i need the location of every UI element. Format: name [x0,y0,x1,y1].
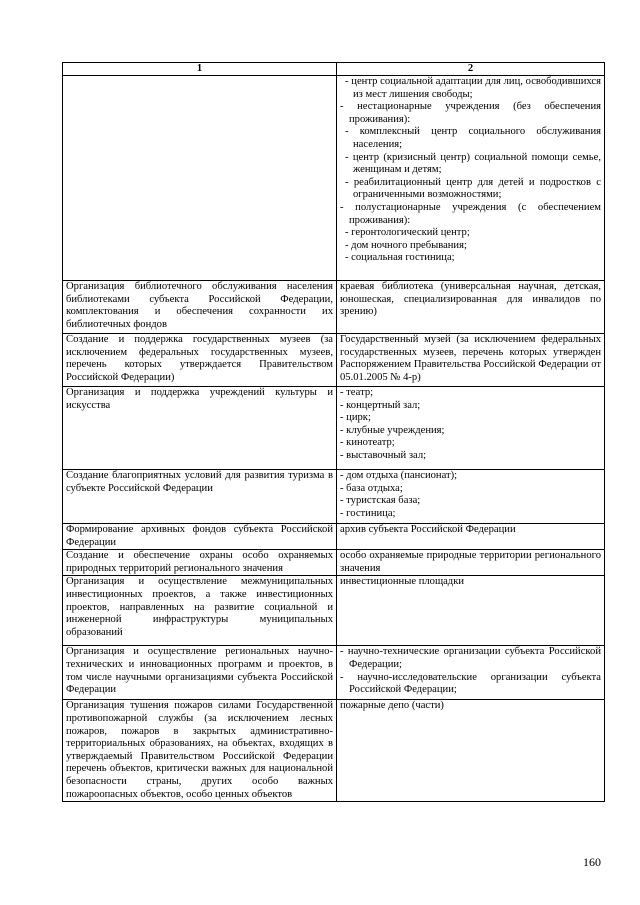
function-cell: Организация библиотечного обслуживания населения библиотеками субъекта Российской Федерации, комплектования и обеспечения сохранности их библиотечных фондов [63,281,337,334]
header-col-2: 2 [337,63,605,76]
function-cell: Создание и поддержка государственных музеев (за исключением федеральных государственных музеев, перечень которых утверждается Правительством Российской Федерации) [63,334,337,387]
table-header-row [63,63,605,76]
list-item: - полустационарные учреждения (с обеспечением проживания): [340,201,601,226]
list-item: - гостиница; [340,507,396,519]
list-item: - геронтологический центр; [345,227,470,239]
function-cell: Создание и обеспечение охраны особо охраняемых природных территорий регионального значения [63,550,337,576]
table-row [63,387,605,470]
list-item: - дом отдыха (пансионат); [340,470,458,481]
table-row [63,700,605,802]
function-cell: Организация тушения пожаров силами Государственной противопожарной службы (за исключением лесных пожаров, пожаров в закрытых административно-территориальных образованиях, на объектах, входящих в утверждаемый Правительством Российской Федерации перечень объектов, критически важных для национальной безопасности страны, других особо важных пожароопасных объектов, особо ценных объектов [63,700,337,802]
function-cell: Организация и поддержка учреждений культуры и искусства [63,387,337,470]
list-item: - научно-технические организации субъекта Российской Федерации; [340,646,601,670]
table-body [63,76,605,802]
list-item: - база отдыха; [340,482,403,494]
page-number: 160 [583,855,601,869]
list-item: - клубные учреждения; [340,424,445,436]
list-item: - выставочный зал; [340,449,427,461]
facility-cell: краевая библиотека (универсальная научная, детская, юношеская, специализированная для инвалидов по зрению) [337,281,605,334]
facility-cell [337,646,605,700]
table-row [63,550,605,576]
table-row [63,470,605,524]
facility-cell: особо охраняемые природные территории регионального значения [337,550,605,576]
list-item: - кинотеатр; [340,437,395,449]
table-row [63,76,605,281]
facility-cell: архив субъекта Российской Федерации [337,524,605,550]
facility-cell: пожарные депо (части) [337,700,605,802]
facility-cell [337,76,605,281]
function-cell: Организация и осуществление межмуниципальных инвестиционных проектов, а также инвестиционных проектов, направленных на развитие социальной и инженерной инфраструктуры муниципальных образований [63,576,337,646]
table-row [63,576,605,646]
table-row [63,646,605,700]
list-item: - театр; [340,387,374,398]
list-item: - концертный зал; [340,399,421,411]
function-cell: Формирование архивных фондов субъекта Российской Федерации [63,524,337,550]
list-item: - центр социальной адаптации для лиц, освободившихся из мест лишения свободы; [345,76,601,100]
facility-cell [337,387,605,470]
function-cell: Создание благоприятных условий для развития туризма в субъекте Российской Федерации [63,470,337,524]
header-col-1: 1 [63,63,337,76]
facilities-table [62,62,605,802]
function-cell: Организация и осуществление региональных научно-технических и инновационных программ и проектов, в том числе научными организациями субъекта Российской Федерации [63,646,337,700]
facility-cell: инвестиционные площадки [337,576,605,646]
list-item: - центр (кризисный центр) социальной помощи семье, женщинам и детям; [345,151,601,176]
list-item: - цирк; [340,412,371,424]
facility-cell [337,470,605,524]
list-item: - научно-исследовательские организации субъекта Российской Федерации; [340,671,601,696]
list-item: - туристская база; [340,495,421,507]
table-row [63,524,605,550]
list-item: - комплексный центр социального обслуживания населения; [345,126,601,150]
table-row [63,281,605,334]
list-item: - социальная гостиница; [345,252,455,264]
list-item: - дом ночного пребывания; [345,239,467,251]
table-row [63,334,605,387]
facility-cell: Государственный музей (за исключением федеральных государственных музеев, перечень которых утвержден Распоряжением Правительства Российской Федерации от 05.01.2005 № 4-р) [337,334,605,387]
list-item: - реабилитационный центр для детей и подростков с ограниченными возможностями; [345,176,601,201]
list-item: - нестационарные учреждения (без обеспечения проживания): [340,101,601,125]
function-cell [63,76,337,281]
